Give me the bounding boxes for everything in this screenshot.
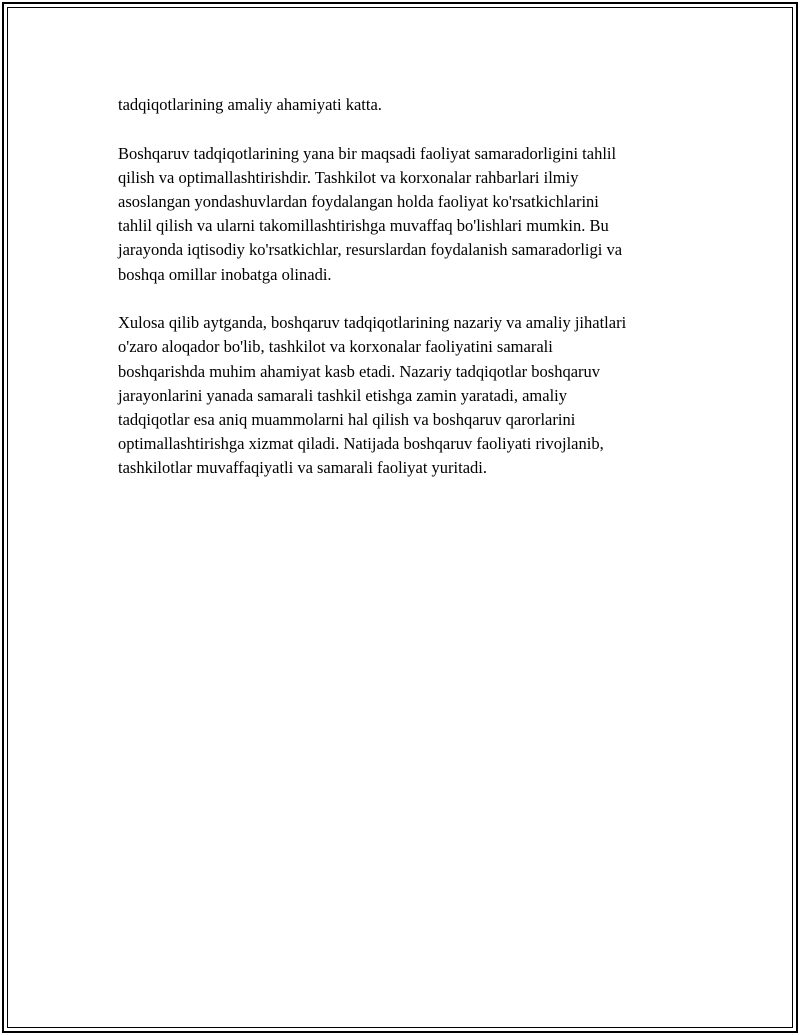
paragraph-efficiency: Boshqaruv tadqiqotlarining yana bir maqsadi faoliyat samaradorligini tahlil qilish va optimallashtirishdir. Tashkilot va korxonalar rahbarlari ilmiy asoslangan yondashuvlardan foydalangan holda faoliyat ko'rsatkichlarini tahlil qilish va ularni takomillashtirishga muvaffaq bo'lishlari mumkin. Bu jarayonda iqtisodiy ko'rsatkichlar, resurslardan foydalanish samaradorligi va boshqa omillar inobatga olinadi.	[118, 143, 623, 284]
document-body	[118, 93, 698, 505]
paragraph-conclusion: Xulosa qilib aytganda, boshqaruv tadqiqotlarining nazariy va amaliy jihatlari o'zaro aloqador bo'lib, tashkilot va korxonalar faoliyatini samarali boshqarishda muhim ahamiyat kasb etadi. Nazariy tadqiqotlar boshqaruv jarayonlarini yanada samarali tashkil etishga zamin yaratadi, amaliy tadqiqotlar esa aniq muammolarni hal qilish va boshqaruv qarorlarini optimallashtirishga xizmat qiladi. Natijada boshqaruv faoliyati rivojlanib, tashkilotlar muvaffaqiyatli va samarali faoliyat yuritadi.	[118, 313, 627, 478]
paragraph-intro-fragment: tadqiqotlarining amaliy ahamiyati katta.	[118, 95, 382, 114]
